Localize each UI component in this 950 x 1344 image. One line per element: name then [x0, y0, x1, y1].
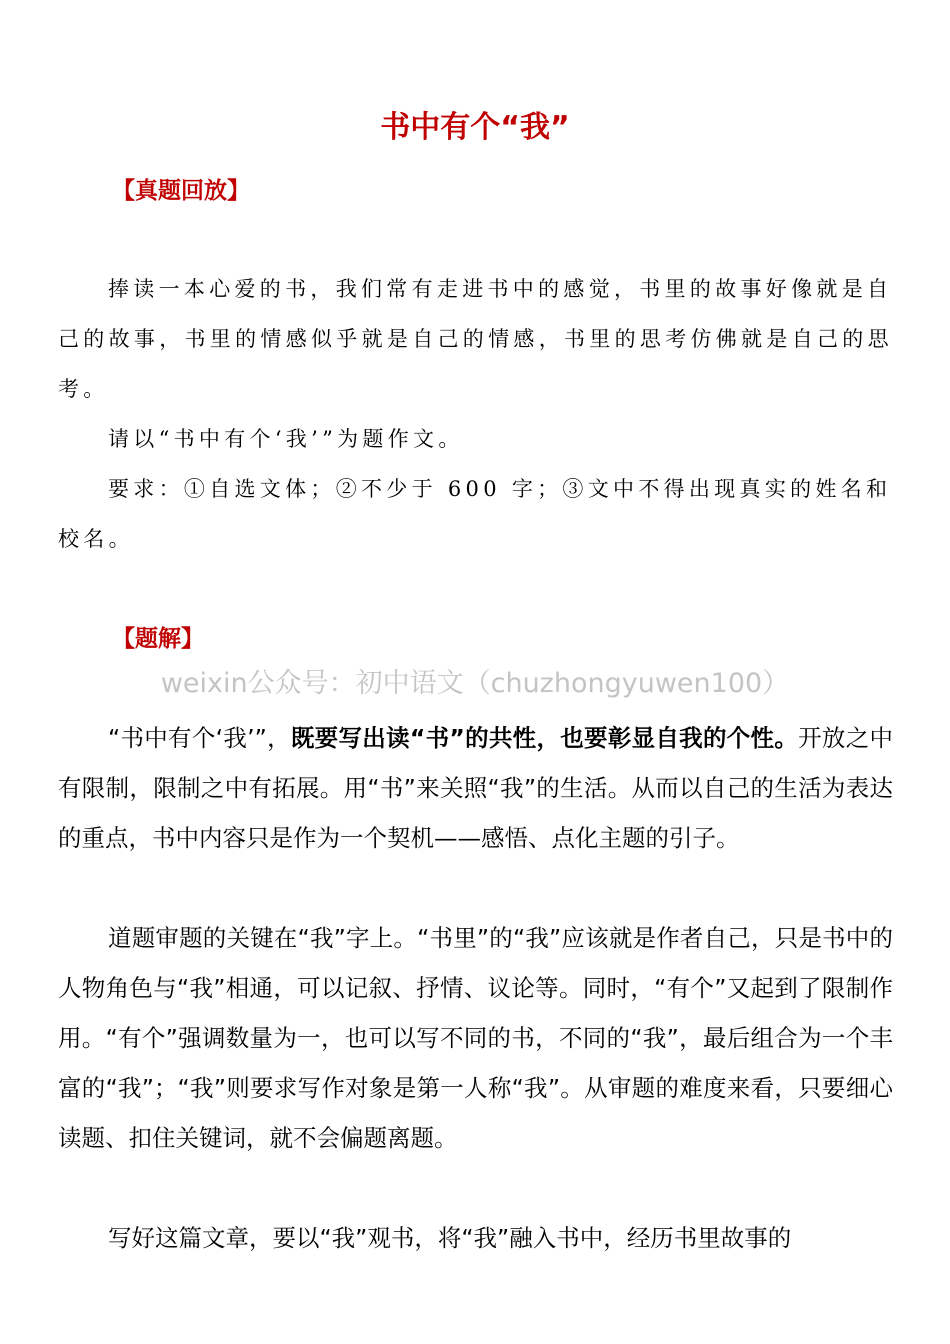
watermark: weixin公众号：初中语文（chuzhongyuwen100）: [160, 668, 790, 699]
prompt-paragraph-3: 要求：①自选文体；②不少于 600 字；③文中不得出现真实的姓名和校名。: [58, 477, 892, 551]
analysis-p1-lead: “书中有个‘我’”，: [108, 724, 291, 752]
prompt-paragraph-2: 请以“书中有个‘我’”为题作文。: [108, 427, 464, 451]
page-title: 书中有个“我”: [380, 110, 570, 145]
analysis-paragraph-1: [58, 713, 893, 863]
section-heading-real-question: 【真题回放】: [112, 178, 250, 204]
analysis-p1-rest: 开放之中有限制，限制之中有拓展。用“书”来关照“我”的生活。从而以自己的生活为表达的重点，书中内容只是作为一个契机——感悟、点化主题的引子。: [58, 724, 894, 852]
analysis-paragraph-2: 道题审题的关键在“我”字上。“书里”的“我”应该就是作者自己，只是书中的人物角色与“我”相通，可以记叙、抒情、议论等。同时，“有个”又起到了限制作用。“有个”强调数量为一，也可以写不同的书，不同的“我”，最后组合为一个丰富的“我”；“我”则要求写作对象是第一人称“我”。从审题的难度来看，只要细心读题、扣住关键词，就不会偏题离题。: [58, 924, 893, 1152]
analysis-p1-bold: 既要写出读“书”的共性，也要彰显自我的个性。: [290, 724, 799, 752]
prompt-paragraph-1: 捧读一本心爱的书，我们常有走进书中的感觉，书里的故事好像就是自己的故事，书里的情感似乎就是自己的情感，书里的思考仿佛就是自己的思考。: [58, 277, 893, 401]
section-heading-analysis: 【题解】: [112, 626, 204, 652]
analysis-paragraph-3: 写好这篇文章，要以“我”观书，将“我”融入书中，经历书里故事的: [108, 1224, 792, 1252]
